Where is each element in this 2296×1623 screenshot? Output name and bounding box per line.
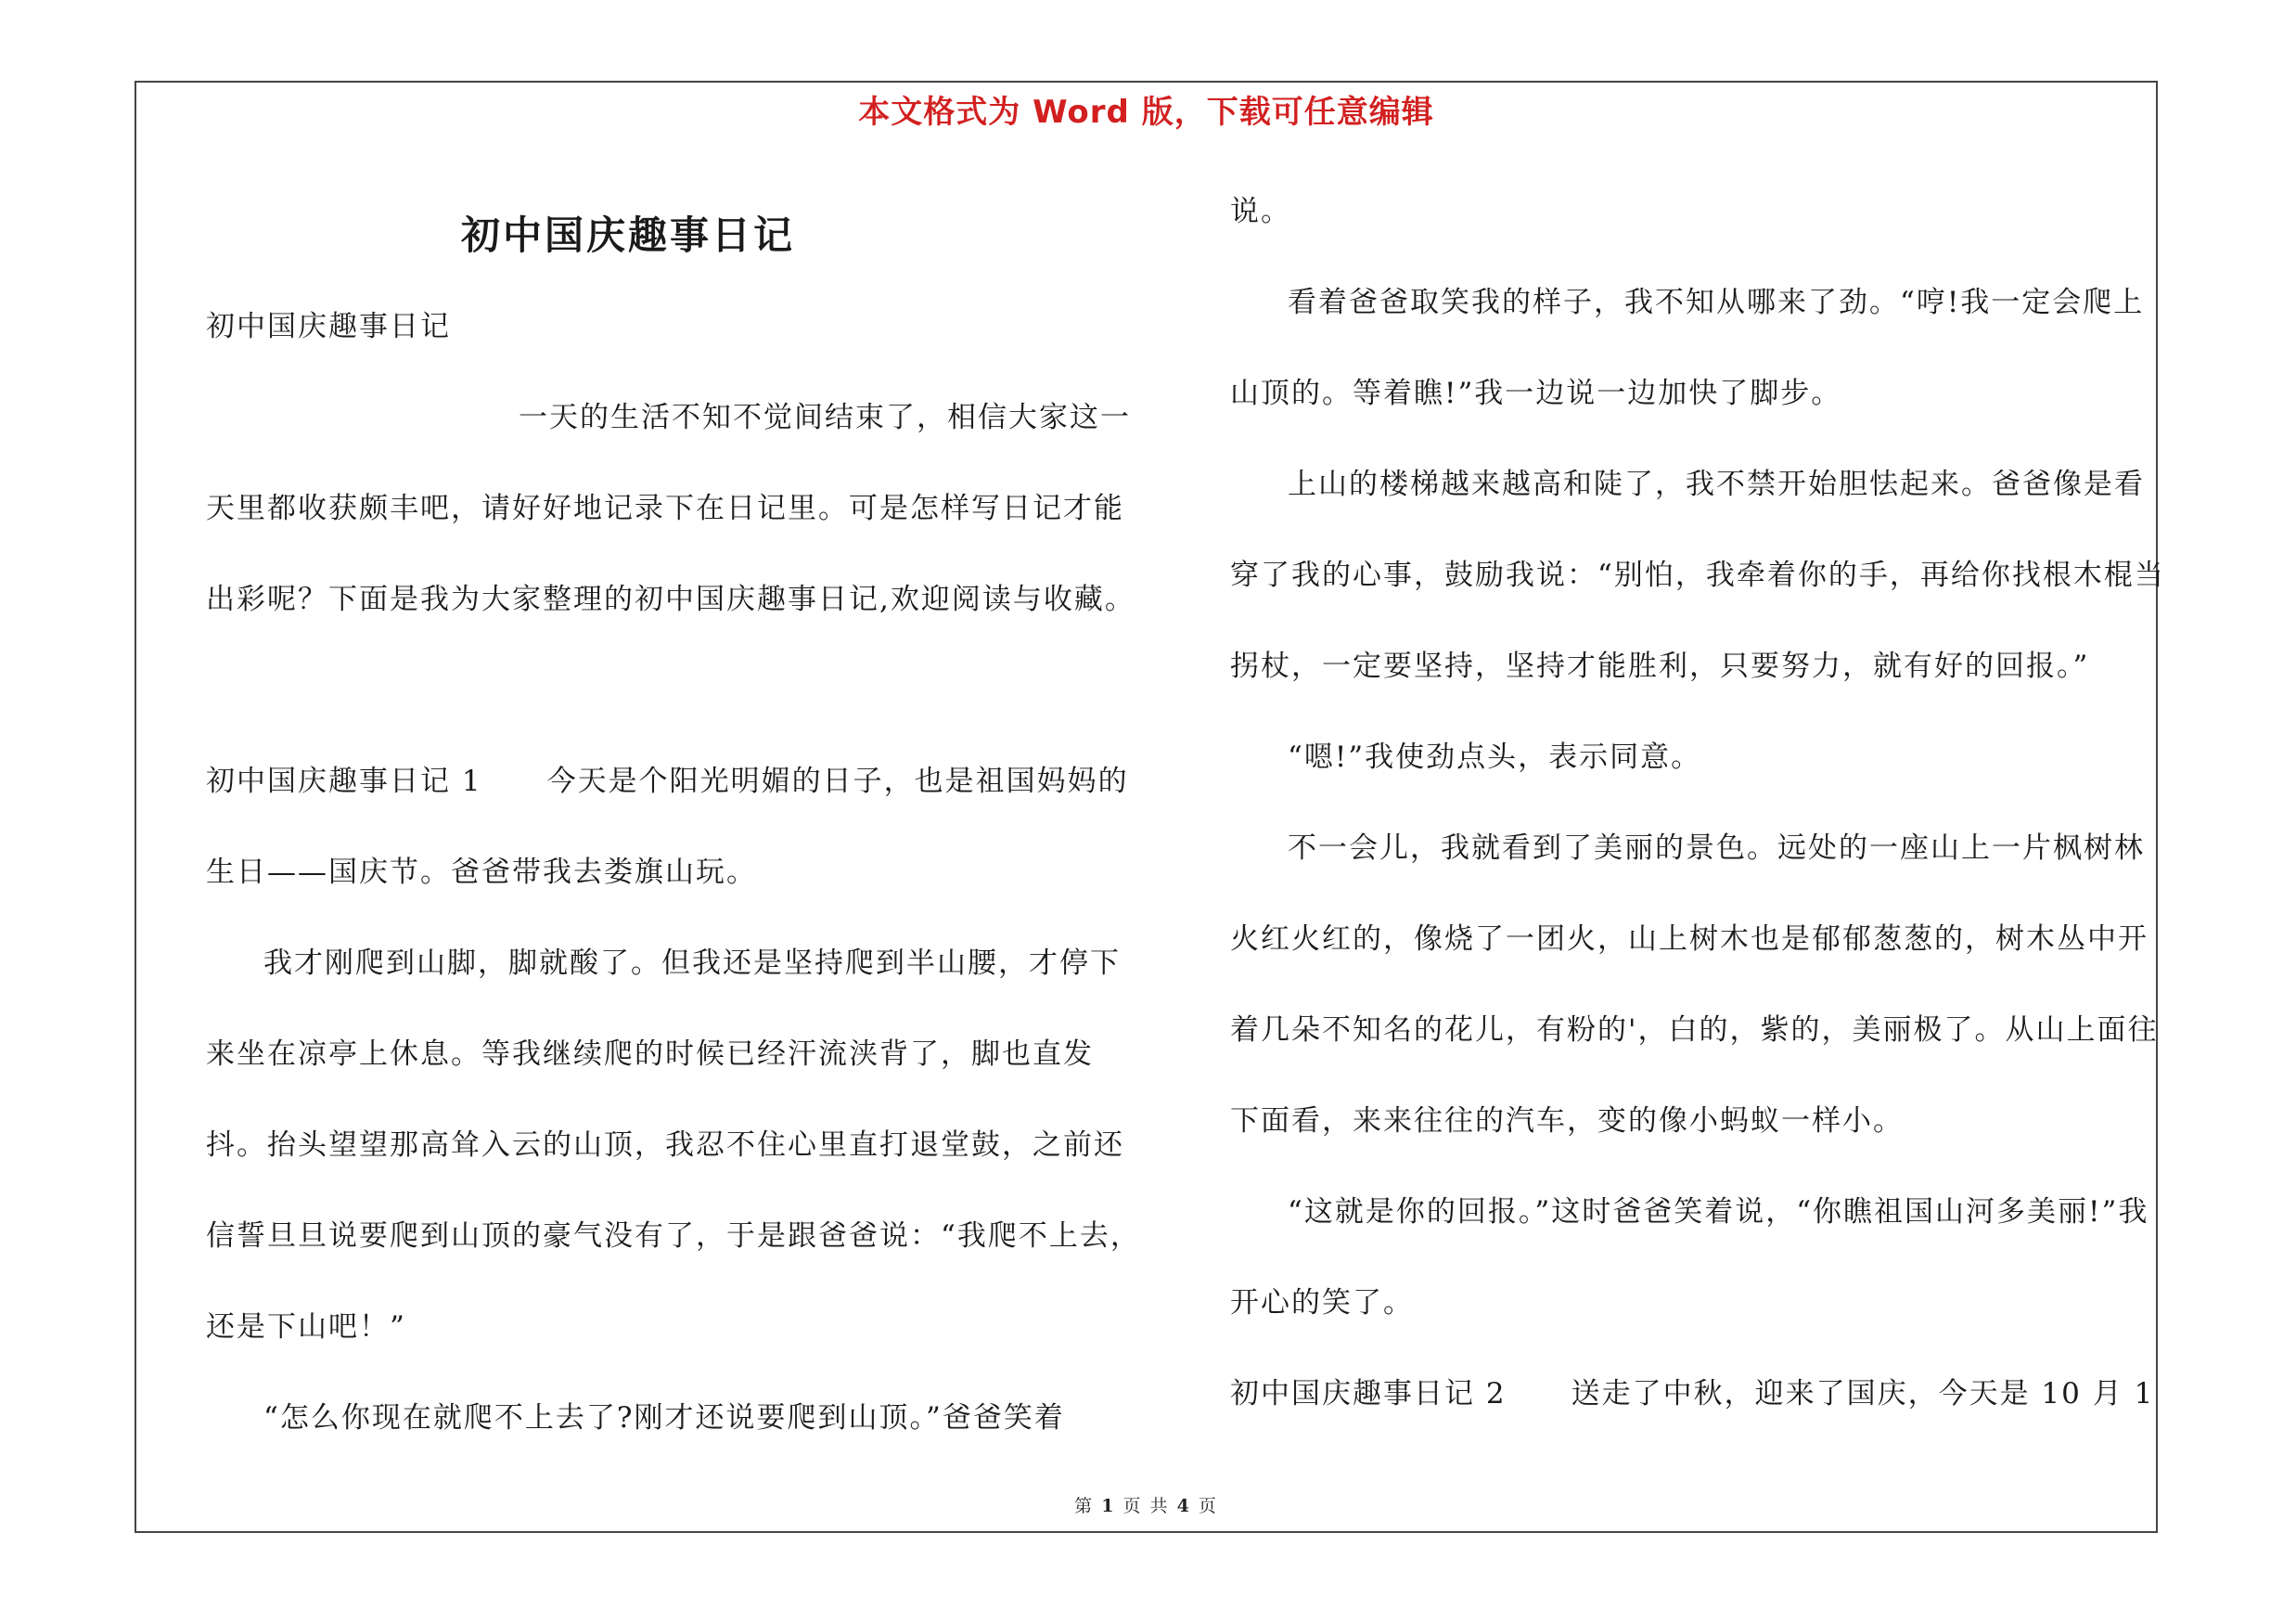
continuation-text: 说。	[1230, 195, 1291, 228]
footer-suffix: 页	[1198, 1496, 1218, 1516]
entry-1-text: 今天是个阳光明媚的日子，也是祖国妈妈的生日——国庆节。爸爸带我去娄旗山玩。	[206, 765, 1129, 889]
paragraph-scenery: 不一会儿，我就看到了美丽的景色。远处的一座山上一片枫树林火红火红的，像烧了一团火，山上树木也是郁郁葱葱的，树木丛中开着几朵不知名的花儿，有粉的'，白的，紫的，美丽极了。从山上面往下面看，来来往往的汽车，变的像小蚂蚁一样小。	[1230, 831, 2159, 1138]
page-footer	[135, 1492, 2158, 1517]
intro-paragraph: 一天的生活不知不觉间结束了，相信大家这一天里都收获颇丰吧，请好好地记录下在日记里。可是怎样写日记才能出彩呢？下面是我为大家整理的初中国庆趣事日记,欢迎阅读与收藏。	[206, 401, 1135, 616]
paragraph-climb: 我才刚爬到山脚，脚就酸了。但我还是坚持爬到半山腰，才停下来坐在凉亭上休息。等我继续爬的时候已经汗流浃背了，脚也直发抖。抬头望望那高耸入云的山顶，我忍不住心里直打退堂鼓，之前还信誓旦旦说要爬到山顶的豪气没有了，于是跟爸爸说：“我爬不上去，还是下山吧！”	[206, 947, 1141, 1344]
paragraph-agree: “嗯!”我使劲点头，表示同意。	[1288, 741, 1702, 774]
paragraph-dad-laughs: “怎么你现在就爬不上去了?刚才还说要爬到山顶。”爸爸笑着	[263, 1401, 1065, 1435]
blank-line	[206, 645, 1143, 736]
entry-1-heading: 初中国庆趣事日记 1	[206, 765, 482, 798]
word-format-banner: 本文格式为 Word 版，下载可任意编辑	[858, 94, 1434, 131]
footer-prefix: 第	[1074, 1496, 1095, 1516]
entry-2-paragraph	[1230, 1348, 2167, 1439]
total-page-count: 4	[1176, 1496, 1191, 1516]
right-column	[1230, 166, 2167, 1439]
paragraph-determination: 看着爸爸取笑我的样子，我不知从哪来了劲。“哼!我一定会爬上山顶的。等着瞧!”我一边说一边加快了脚步。	[1230, 286, 2145, 410]
document-title: 初中国庆趣事日记	[461, 213, 796, 258]
left-column	[206, 190, 1143, 1463]
footer-mid: 页 共	[1122, 1496, 1170, 1516]
entry-2-heading: 初中国庆趣事日记 2	[1230, 1377, 1507, 1410]
entry-2-text: 送走了中秋，迎来了国庆，今天是 10 月 1	[1571, 1377, 2155, 1410]
current-page-number: 1	[1101, 1496, 1116, 1516]
entry-1-paragraph	[206, 736, 1143, 918]
paragraph-reward: “这就是你的回报。”这时爸爸笑着说，“你瞧祖国山河多美丽!”我开心的笑了。	[1230, 1195, 2149, 1320]
subtitle: 初中国庆趣事日记	[206, 310, 451, 343]
paragraph-encouragement: 上山的楼梯越来越高和陡了，我不禁开始胆怯起来。爸爸像是看穿了我的心事，鼓励我说：“别怕，我牵着你的手，再给你找根木棍当拐杖，一定要坚持，坚持才能胜利，只要努力，就有好的回报。”	[1230, 468, 2165, 683]
